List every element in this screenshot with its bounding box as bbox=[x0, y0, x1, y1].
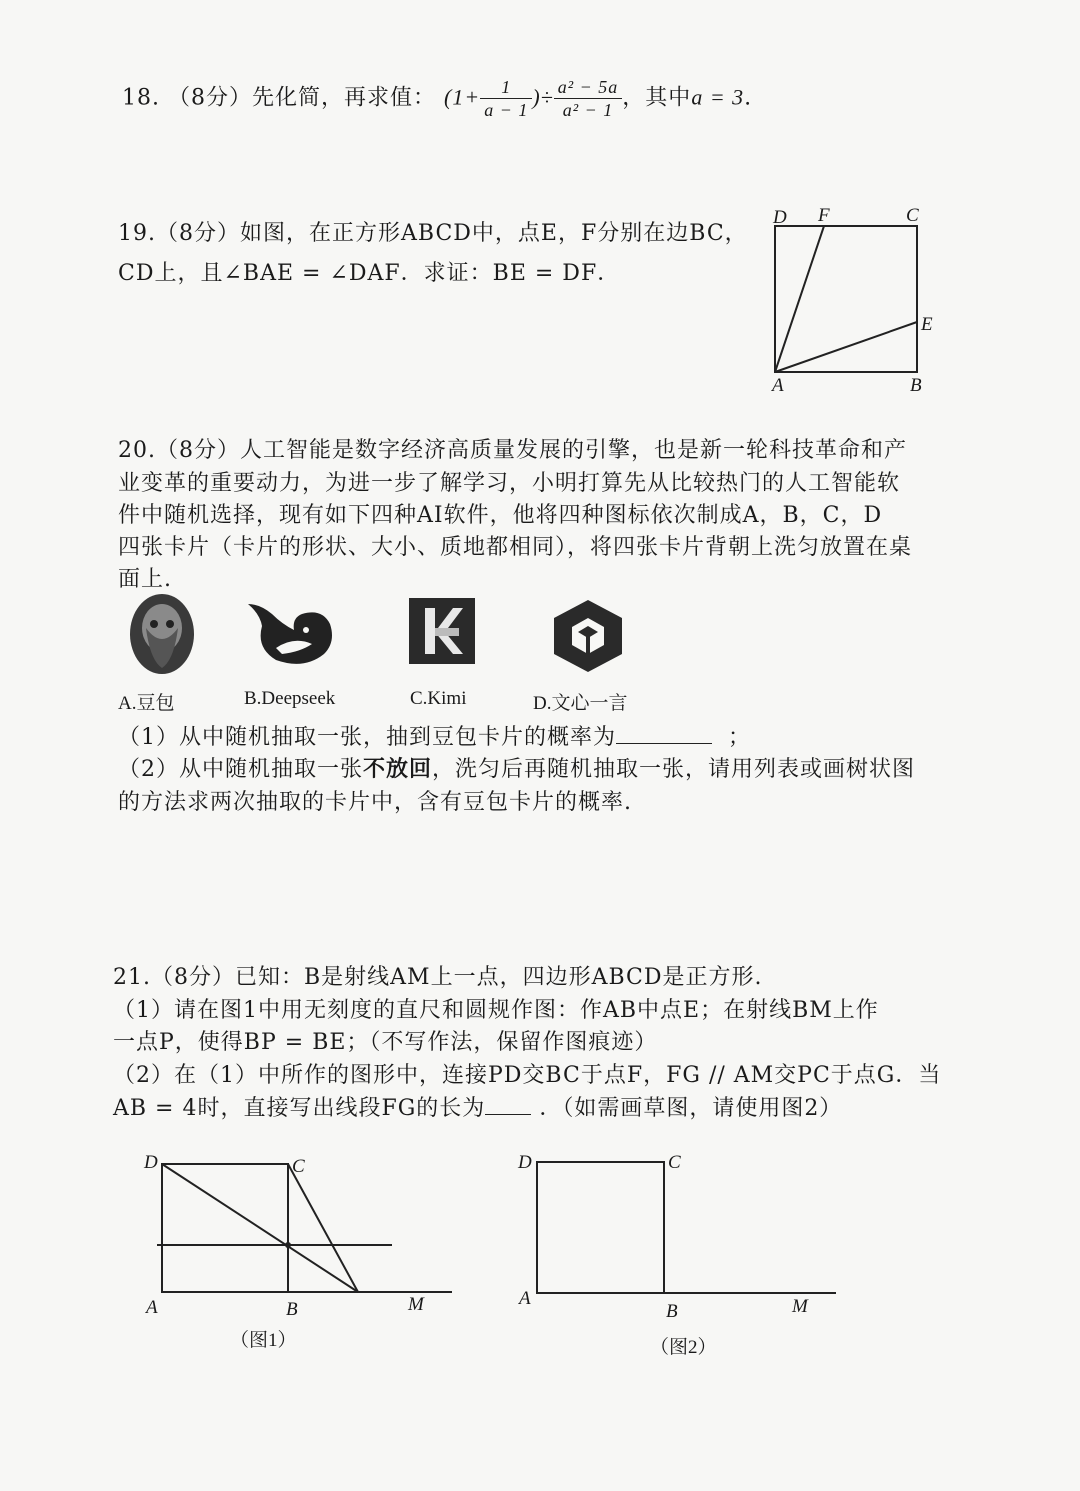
deepseek-whale-icon bbox=[242, 600, 338, 670]
q20-part-2-a: （2）从中随机抽取一张 bbox=[118, 757, 363, 782]
q19-square bbox=[775, 226, 917, 372]
q18-fraction-1-den: a − 1 bbox=[484, 100, 529, 120]
fig1-point-f bbox=[285, 1242, 291, 1248]
fig1-label-m: M bbox=[408, 1294, 424, 1315]
fig1-segment-dp bbox=[162, 1164, 358, 1292]
fig2-square bbox=[537, 1162, 664, 1293]
q20-line-5: 面上. bbox=[118, 567, 172, 592]
q21-line-5 bbox=[113, 1091, 842, 1122]
q21-line-4: （2）在（1）中所作的图形中，连接PD交BC于点F，FG // AM交PC于点G．当 bbox=[113, 1063, 942, 1088]
q18-fraction-2 bbox=[554, 76, 623, 121]
q20-part-2-line-2: 的方法求两次抽取的卡片中，含有豆包卡片的概率. bbox=[118, 790, 632, 815]
fig1-label-a: A bbox=[146, 1297, 158, 1318]
q19-label-c: C bbox=[906, 205, 919, 226]
q20-answer-blank-1[interactable] bbox=[616, 723, 712, 744]
fig1-label-b: B bbox=[286, 1299, 298, 1320]
q18-fraction-1 bbox=[480, 76, 532, 121]
fig2-label-a: A bbox=[519, 1288, 531, 1309]
q18-line bbox=[122, 76, 752, 121]
q20-part-1-text: （1）从中随机抽取一张，抽到豆包卡片的概率为 bbox=[118, 725, 616, 750]
q21-answer-blank[interactable] bbox=[485, 1094, 531, 1115]
fig1-caption: （图1） bbox=[230, 1330, 297, 1351]
q18-score: （8分） bbox=[168, 85, 252, 111]
kimi-k-icon bbox=[407, 596, 477, 666]
q18-fraction-2-num: a² − 5a bbox=[554, 76, 623, 99]
fig1-segment-cp bbox=[288, 1164, 358, 1292]
fig2-label-b: B bbox=[666, 1301, 678, 1322]
q19-label-a: A bbox=[772, 375, 784, 396]
q19-label-d: D bbox=[773, 207, 787, 228]
card-label-c: C.Kimi bbox=[410, 688, 467, 709]
card-label-d: D.文心一言 bbox=[533, 693, 628, 714]
q18-text: 先化简，再求值： bbox=[252, 85, 437, 111]
q19-segment-ae bbox=[775, 322, 917, 372]
fig2-label-m: M bbox=[792, 1296, 808, 1317]
q18-tail-b: a = 3 bbox=[691, 84, 745, 110]
q20-part-1 bbox=[118, 720, 751, 751]
q18-open-paren: (1+ bbox=[444, 84, 481, 110]
q21-line-1: 21.（8分）已知：B是射线AM上一点，四边形ABCD是正方形. bbox=[113, 965, 763, 990]
q19-label-f: F bbox=[818, 205, 830, 226]
q19-label-b: B bbox=[910, 375, 922, 396]
q18-fraction-2-den: a² − 1 bbox=[562, 100, 614, 120]
card-label-a: A.豆包 bbox=[118, 693, 175, 714]
q21-line-3: 一点P，使得BP = BE；（不写作法，保留作图痕迹） bbox=[113, 1030, 658, 1055]
q18-tail-c: . bbox=[744, 85, 753, 111]
q20-line-4: 四张卡片（卡片的形状、大小、质地都相同），将四张卡片背朝上洗匀放置在桌 bbox=[118, 535, 913, 560]
q21-line-2: （1）请在图1中用无刻度的直尺和圆规作图：作AB中点E；在射线BM上作 bbox=[113, 998, 879, 1023]
q18-fraction-1-num: 1 bbox=[480, 76, 532, 99]
fig2-caption: （图2） bbox=[650, 1337, 717, 1358]
fig1-square bbox=[162, 1164, 288, 1292]
q20-part-2 bbox=[118, 752, 915, 783]
q20-line-3: 件中随机选择，现有如下四种AI软件，他将四种图标依次制成A，B，C，D bbox=[118, 503, 883, 528]
fig2-label-c: C bbox=[668, 1152, 681, 1173]
fig1-label-c: C bbox=[292, 1156, 305, 1177]
q18-divide: )÷ bbox=[532, 84, 554, 110]
wenxin-cube-icon bbox=[548, 596, 628, 676]
q20-line-1: 20.（8分）人工智能是数字经济高质量发展的引擎，也是新一轮科技革命和产 bbox=[118, 438, 907, 463]
q20-part-2-emphasis: 不放回 bbox=[363, 756, 433, 782]
q21-line-5-a: AB = 4时，直接写出线段FG的长为 bbox=[113, 1096, 486, 1121]
q20-line-2: 业变革的重要动力，为进一步了解学习，小明打算先从比较热门的人工智能软 bbox=[118, 471, 901, 496]
q18-tail-a: ，其中 bbox=[622, 85, 692, 111]
q20-part-2-b: ，洗匀后再随机抽取一张，请用列表或画树状图 bbox=[432, 757, 916, 782]
q19-segment-af bbox=[775, 226, 824, 372]
fig1-label-d: D bbox=[144, 1152, 158, 1173]
q19-label-e: E bbox=[921, 314, 933, 335]
q20-part-1-end: ； bbox=[728, 725, 752, 750]
card-label-b: B.Deepseek bbox=[244, 688, 336, 709]
q21-line-5-b: ．（如需画草图，请使用图2） bbox=[539, 1096, 843, 1121]
q19-line-1: 19.（8分）如图，在正方形ABCD中，点E，F分别在边BC， bbox=[118, 221, 748, 246]
fig2-label-d: D bbox=[518, 1152, 532, 1173]
q18-number: 18. bbox=[122, 85, 160, 111]
doubao-logo-icon bbox=[122, 588, 202, 678]
q19-line-2: CD上，且∠BAE = ∠DAF．求证：BE = DF． bbox=[118, 261, 621, 286]
